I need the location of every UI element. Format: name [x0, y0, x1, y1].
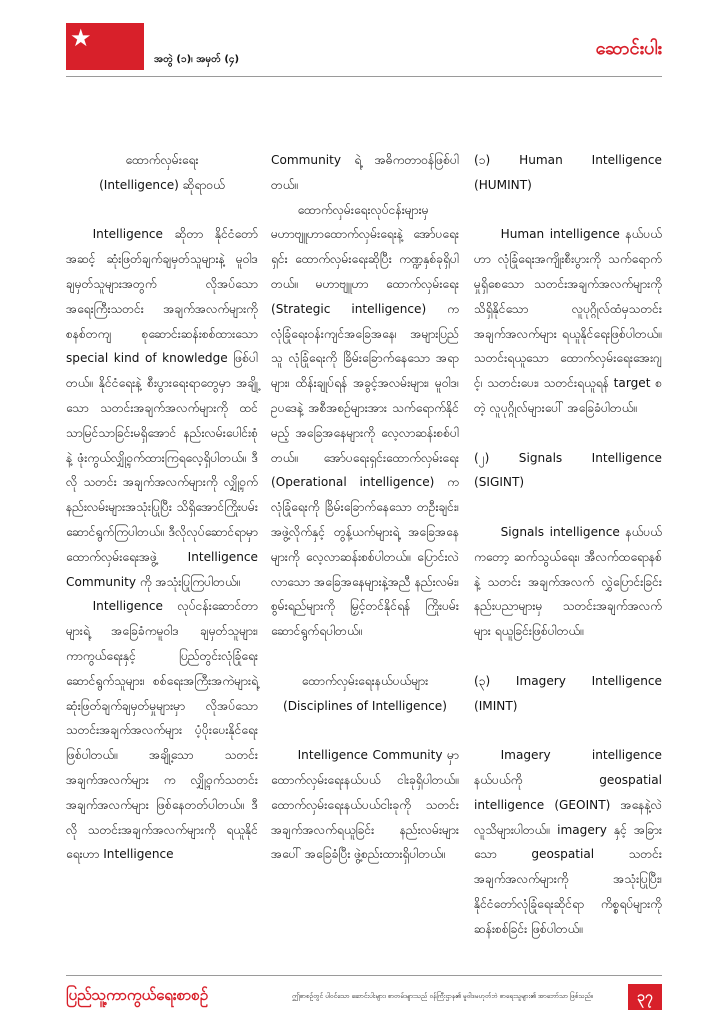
paragraph: Human intelligence နယ်ပယ်ဟာ လုံခြုံရေးအကျိုးစီးပွားကို သက်ရောက်မှုရှိစေသော သတင်းအချက်အလက်များကို သိရှိနိုင်သော လူပုဂ္ဂိုလ်ထံမှသတင်းအချက်အလက်များ ရယူနိုင်ရေးဖြစ်ပါတယ်။ သတင်းရယူသော ထောက်လှမ်းရေးအေးဂျင့်၊ သတင်းပေး၊ သတင်းရယူရန် target စတဲ့ လူပုဂ္ဂိုလ်များပေါ် အခြေခံပါတယ်။ — [474, 227, 662, 415]
paragraph: Imagery intelligence နယ်ပယ်ကို geospatial intelligence (GEOINT) အနေနဲ့လဲ လူသိများပါတယ်။ imagery နှင့် အခြားသော geospatial သတင်းအချက်အလက်များကို အသုံးပြုပြီး၊ နိုင်ငံတော်လုံခြုံရေးဆိုင်ရာ ကိစ္စရပ်များကို ဆန်းစစ်ခြင်း ဖြစ်ပါတယ်။ — [474, 748, 662, 936]
bottom-divider — [66, 975, 662, 976]
heading: (Intelligence) ဆိုရာဝယ် — [99, 177, 225, 192]
paragraph: Signals intelligence နယ်ပယ်ကတော့ ဆက်သွယ်ရေး၊ အီလက်ထရောနစ်နဲ့ သတင်း အချက်အလက် လွှဲပြောင်းခြင်း နည်းပညာများမှ သတင်းအချက်အလက်များ ရယူခြင်းဖြစ်ပါတယ်။ — [474, 524, 662, 639]
column-1 — [66, 148, 258, 867]
top-divider — [66, 76, 662, 77]
subheading: (၁) Human Intelligence (HUMINT) — [474, 153, 662, 192]
subheading: (၂) Signals Intelligence (SIGINT) — [474, 450, 662, 490]
paragraph: Intelligence ဆိုတာ နိုင်ငံတော်အဆင့် ဆုံးဖြတ်ချက်ချမှတ်သူများနဲ့ မူဝါဒချမှတ်သူများအတွက် လိုအပ်သော အရေးကြီးသတင်း အချက်အလက်များကို စနစ်တကျ စုဆောင်းဆန်းစစ်ထားသော special kind of knowledge ဖြစ်ပါတယ်။ နိုင်ငံရေးနဲ့ စီးပွားရေးရာတွေမှာ အချို့သော သတင်းအချက်အလက်များကို ထင်သာမြင်သာခြင်းမရှိအောင် နည်းလမ်းပေါင်းစုံနဲ့ ဖုံးကွယ်လျှို့ဝှက်ထားကြရလေ့ရှိပါတယ်။ ဒီလို သတင်း အချက်အလက်များကို လျှို့ဝှက်နည်းလမ်းများအသုံးပြုပြီး သိရှိအောင်ကြိုးပမ်းဆောင်ရွက်ကြပါတယ်။ ဒီလိုလုပ်ဆောင်ရာမှာ ထောက်လှမ်းရေးအဖွဲ့ Intelligence Community ကို အသုံးပြုကြပါတယ်။ — [66, 227, 258, 589]
page-number: ၃၇ — [628, 984, 662, 1010]
section-title: ဆောင်းပါး — [595, 38, 662, 59]
paragraph: Community ရဲ့ အဓိကတာဝန်ဖြစ်ပါတယ်။ — [271, 153, 459, 192]
heading: ထောက်လှမ်းရေး — [125, 153, 199, 167]
footer-brand: ပြည်သူ့ကာကွယ်ရေးစာစဉ် — [66, 986, 209, 1004]
heading: (Disciplines of Intelligence) — [283, 698, 447, 713]
footer-disclaimer: ဤစာစဉ်တွင် ပါဝင်သော ဆောင်းပါးများ၊ စာတမ်းများသည် ဝန်ကြီးဌာန၏ မူဝါဒမဟုတ်ဘဲ စာရေးသူများ၏ အာဘော်သာ ဖြစ်သည်။ — [292, 992, 593, 1000]
paragraph: Intelligence လုပ်ငန်းဆောင်တာများရဲ့ အခြေခံကမူဝါဒ ချမှတ်သူများ၊ ကာကွယ်ရေးနှင့် ပြည်တွင်းလုံခြုံရေး ဆောင်ရွက်သူများ၊ စစ်ရေးအကြီးအကဲများရဲ့ ဆုံးဖြတ်ချက်ချမှတ်မှုများမှာ လိုအပ်သော သတင်းအချက်အလက်များ ပံ့ပိုးပေးနိုင်ရေး ဖြစ်ပါတယ်။ အချို့သော သတင်းအချက်အလက်များ က လျှို့ဝှက်သတင်း အချက်အလက်များ ဖြစ်နေတတ်ပါတယ်။ ဒီလို သတင်းအချက်အလက်များကို ရယူနိုင်ရေးဟာ Intelligence — [66, 599, 258, 862]
column-3 — [474, 148, 662, 942]
subheading: (၃) Imagery Intelligence (IMINT) — [474, 673, 662, 713]
paragraph: ထောက်လှမ်းရေးလုပ်ငန်းများမှ မဟာဗျူဟာထောက်လှမ်းရေးနဲ့ အော်ပရေးရှင်း ထောက်လှမ်းရေးဆိုပြီး ကဏ္ဍနှစ်ခုရှိပါတယ်။ မဟာဗျူဟာ ထောက်လှမ်းရေး (Strategic intelligence) က လုံခြုံရေးဝန်းကျင်အခြေအနေ၊ အများပြည်သူ လုံခြုံရေးကို ခြိမ်းခြောက်နေသော အရာများ၊ ထိန်းချုပ်ရန် အခွင့်အလမ်းများ၊ မူဝါဒ၊ ဥပဒေနဲ့ အစီအစဉ်များအား သက်ရောက်နိုင်မည့် အခြေအနေများကို လေ့လာဆန်းစစ်ပါတယ်။ အော်ပရေးရှင်းထောက်လှမ်းရေး (Operational intelligence) က လုံခြုံရေးကို ခြိမ်းခြောက်နေသော တဦးချင်း၊ အဖွဲ့လိုက်နှင့် တွန့်ယက်များရဲ့ အခြေအနေများကို လေ့လာဆန်းစစ်ပါတယ်။ ပြောင်းလဲလာသော အခြေအနေများနဲ့အညီ နည်းလမ်း၊ စွမ်းရည်များကို မြှင့်တင်နိုင်ရန် ကြိုးပမ်းဆောင်ရွက်ရပါတယ်။ — [271, 202, 459, 639]
header-flag — [66, 23, 144, 70]
star-icon: ★ — [70, 24, 92, 52]
issue-label: အတွဲ (၁)၊ အမှတ် (၄) — [154, 54, 240, 65]
heading: ထောက်လှမ်းရေးနယ်ပယ်များ — [301, 673, 429, 688]
column-2 — [271, 148, 459, 867]
paragraph: Intelligence Community မှာ ထောက်လှမ်းရေးနယ်ပယ် ငါးခုရှိပါတယ်။ ထောက်လှမ်းရေးနယ်ပယ်ငါးခုကို သတင်းအချက်အလက်ရယူခြင်း နည်းလမ်းများအပေါ် အခြေခံပြီး ဖွဲ့စည်းထားရှိပါတယ်။ — [271, 748, 459, 862]
